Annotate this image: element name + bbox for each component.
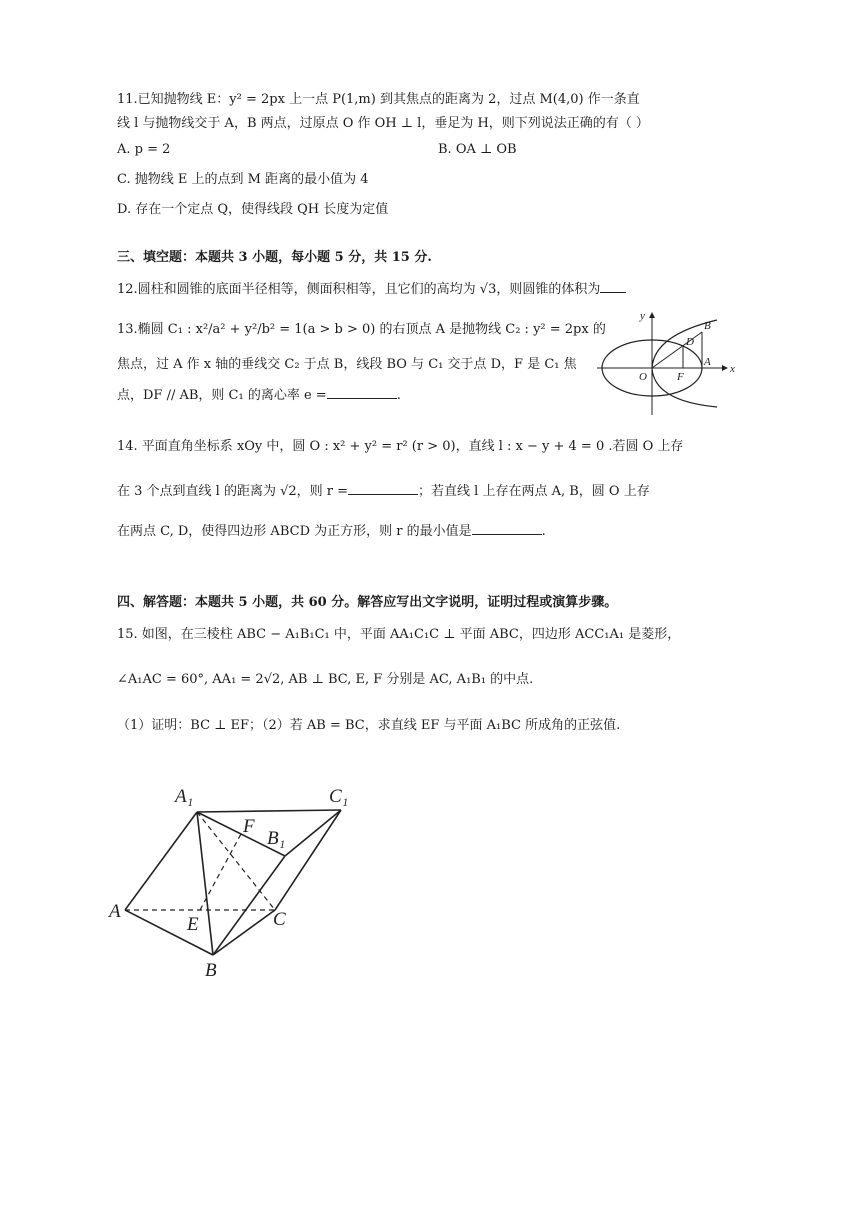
prism-edge-a-a1 xyxy=(125,812,197,910)
q14-line3 xyxy=(117,522,546,540)
prism-label-c1: C₁ xyxy=(329,786,349,807)
q14-line1: 14. 平面直角坐标系 xOy 中，圆 O : x² + y² = r² (r > 0)，直线 l : x − y + 4 = 0 .若圆 O 上存 xyxy=(117,439,684,454)
q13-line3 xyxy=(117,386,401,404)
section3-header: 三、填空题：本题共 3 小题，每小题 5 分，共 15 分. xyxy=(117,250,432,265)
q12-answer-blank xyxy=(600,280,626,293)
prism-segment-a1-b xyxy=(197,812,213,955)
q14-line2 xyxy=(117,482,650,500)
q13-label-b: B xyxy=(704,320,711,332)
section4-header: 四、解答题：本题共 5 小题，共 60 分。解答应写出文字说明，证明过程或演算步骤。 xyxy=(117,595,618,610)
q11-option-c: C. 抛物线 E 上的点到 M 距离的最小值为 4 xyxy=(117,172,369,187)
prism-label-a: A xyxy=(109,901,121,922)
prism-edge-c-c1 xyxy=(275,810,341,910)
q14-line3-end: . xyxy=(541,524,546,539)
q13-figure xyxy=(592,305,742,420)
q14-answer-blank-2 xyxy=(472,522,542,535)
prism-label-e: E xyxy=(187,914,199,935)
q13-segment-bo xyxy=(652,332,702,368)
q14-answer-blank-1 xyxy=(348,482,418,495)
q13-label-y: y xyxy=(640,310,645,322)
q12-question: 12.圆柱和圆锥的底面半径相等，侧面积相等，且它们的高均为 √3，则圆锥的体积为 xyxy=(117,282,601,297)
q13-label-a: A xyxy=(704,356,711,368)
q11-option-d: D. 存在一个定点 Q，使得线段 QH 长度为定值 xyxy=(117,202,389,217)
prism-edge-b-b1 xyxy=(213,856,285,955)
q11-line2: 线 l 与抛物线交于 A，B 两点，过原点 O 作 OH ⊥ l，垂足为 H，则下列说法正确的有（ ） xyxy=(117,116,649,131)
q13-line1: 13.椭圆 C₁ : x²/a² + y²/b² = 1(a > b > 0) 的右顶点 A 是抛物线 C₂ : y² = 2px 的 xyxy=(117,322,606,337)
q11-line1: 11.已知抛物线 E：y² = 2px 上一点 P(1,m) 到其焦点的距离为 2，过点 M(4,0) 作一条直 xyxy=(117,92,640,107)
prism-label-a1: A₁ xyxy=(175,786,194,807)
prism-hidden-e-f xyxy=(200,834,241,910)
prism-label-c: C xyxy=(273,909,286,930)
q13-line2: 焦点，过 A 作 x 轴的垂线交 C₂ 于点 B，线段 BO 与 C₁ 交于点 D，F 是 C₁ 焦 xyxy=(117,357,577,372)
prism-edge-a1-c1 xyxy=(197,810,341,812)
q13-label-f: F xyxy=(677,371,684,383)
prism-edge-b-c xyxy=(213,910,275,955)
q13-line3-end: . xyxy=(396,388,401,403)
q12-text xyxy=(117,280,626,298)
q11-option-a: A. p = 2 xyxy=(117,142,171,157)
prism-label-f: F xyxy=(243,816,255,837)
q13-label-x: x xyxy=(730,363,735,375)
prism-hidden-a1-c xyxy=(197,812,275,910)
q13-line3-text: 点，DF // AB，则 C₁ 的离心率 e = xyxy=(117,388,327,403)
q13-label-d: D xyxy=(686,336,694,348)
q13-answer-blank xyxy=(327,386,397,399)
q13-label-o: O xyxy=(639,371,647,383)
q15-line3: （1）证明：BC ⊥ EF；（2）若 AB = BC，求直线 EF 与平面 A₁BC 所成角的正弦值. xyxy=(117,718,621,733)
q15-prism-figure xyxy=(105,780,365,985)
q14-line2-part2: ；若直线 l 上存在两点 A, B，圆 O 上存 xyxy=(418,484,650,499)
q15-line1: 15. 如图，在三棱柱 ABC − A₁B₁C₁ 中，平面 AA₁C₁C ⊥ 平面 ABC，四边形 ACC₁A₁ 是菱形， xyxy=(117,627,681,642)
prism-edge-a-b xyxy=(125,910,213,955)
q11-option-b: B. OA ⊥ OB xyxy=(438,142,517,157)
prism-edge-b1-c1 xyxy=(285,810,341,856)
q14-line3-text: 在两点 C, D，使得四边形 ABCD 为正方形，则 r 的最小值是 xyxy=(117,524,472,539)
prism-label-b: B xyxy=(205,960,217,981)
prism-label-b1: B₁ xyxy=(267,828,286,849)
q14-line2-part1: 在 3 个点到直线 l 的距离为 √2，则 r = xyxy=(117,484,349,499)
q15-line2: ∠A₁AC = 60°, AA₁ = 2√2, AB ⊥ BC, E, F 分别是 AC, A₁B₁ 的中点. xyxy=(117,672,534,687)
